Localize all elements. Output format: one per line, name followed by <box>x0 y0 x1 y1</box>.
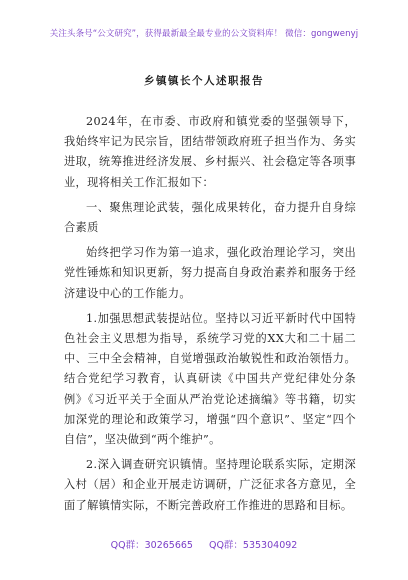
footer-qq-group-2: QQ群：535304092 <box>208 540 298 551</box>
paragraph-intro: 2024年，在市委、市政府和镇党委的坚强领导下，我始终牢记为民宗旨，团结带领政府班子担当作为、务实进取，统筹推进经济发展、乡村振兴、社会稳定等各项事业，现将相关工作汇报如下： <box>64 115 356 189</box>
paragraph-study: 始终把学习作为第一追求，强化政治理论学习，突出党性锤炼和知识更新，努力提高自身政治素养和服务于经济建设中心的工作能力。 <box>64 246 356 300</box>
header-banner: 关注头条号“公文研究”，获得最新最全最专业的公文资料库！ 微信：gongwenyj <box>49 29 359 39</box>
document-body <box>64 112 356 521</box>
document-title: 乡镇镇长个人述职报告 <box>144 75 264 87</box>
section-heading-1: 一、聚焦理论武装，强化成果转化，奋力提升自身综合素质 <box>64 200 356 235</box>
paragraph-item-1: 1.加强思想武装提站位。坚持以习近平新时代中国特色社会主义思想为指导，系统学习党的XX大和二十届二中、三中全会精神，自觉增强政治敏锐性和政治领悟力。结合党纪学习教育，认真研读《中国共产党纪律处分条例》《习近平关于全面从严治党论述摘编》等书籍，切实加深党的理论和政策学习，增强“四个意识”、坚定“四个自信”，坚决做到“两个维护”。 <box>64 311 356 447</box>
footer-qq-groups <box>0 537 408 551</box>
paragraph-item-2: 2.深入调查研究识镇情。坚持理论联系实际，定期深入村（居）和企业开展走访调研，广泛征求各方意见，全面了解镇情实际，不断完善政府工作推进的思路和目标。 <box>64 458 356 512</box>
footer-qq-group-1: QQ群：30265665 <box>110 540 193 551</box>
